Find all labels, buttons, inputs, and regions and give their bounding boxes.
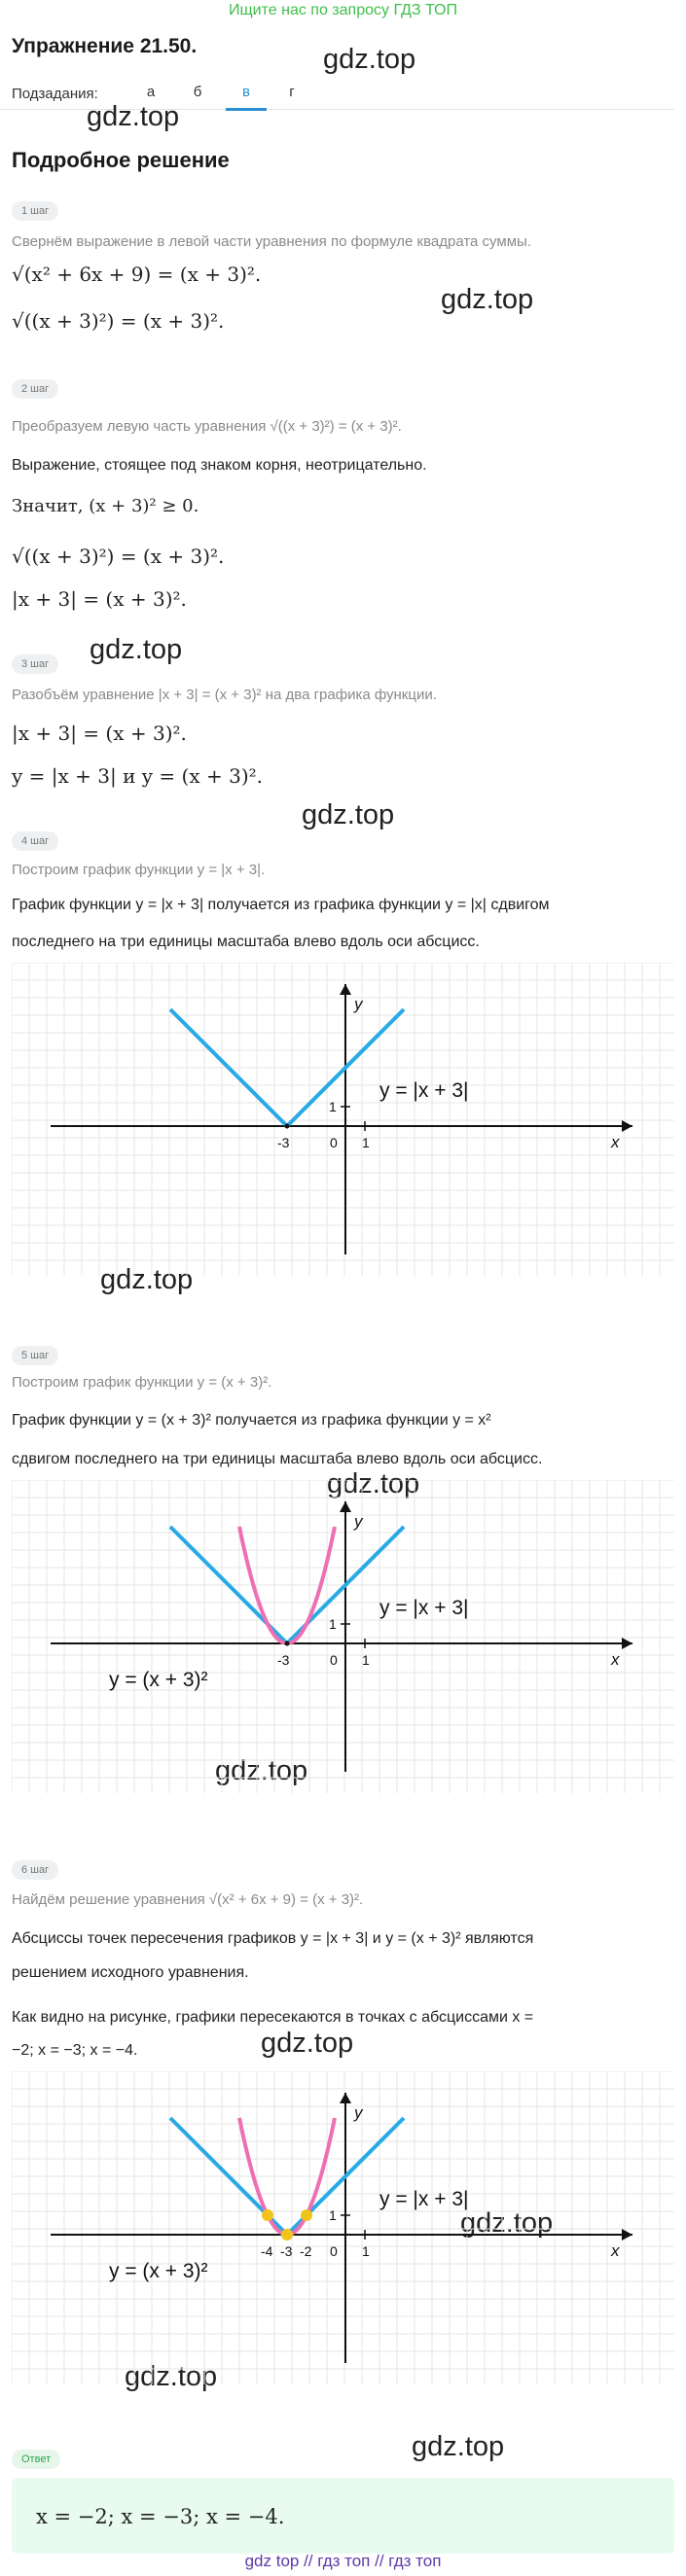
step-text: Построим график функции y = (x + 3)². — [12, 1374, 272, 1391]
active-tab-underline — [226, 108, 267, 111]
watermark: gdz.top — [215, 1755, 308, 1786]
step-badge: 4 шаг — [12, 831, 58, 851]
vertex-point — [285, 1641, 290, 1646]
step-text: Как видно на рисунке, графики пересекаются в точках с абсциссами x = — [12, 2009, 534, 2026]
abs-label: y = |x + 3| — [379, 2188, 469, 2210]
graph-intersections — [12, 2071, 674, 2384]
step-equation: y = |x + 3| и y = (x + 3)². — [12, 764, 263, 788]
subtask-tab-b[interactable]: б — [193, 84, 202, 100]
subtasks-label: Подзадания: — [12, 86, 98, 102]
x-tick-label: 1 — [362, 2243, 370, 2259]
square-label: y = (x + 3)² — [109, 2260, 208, 2282]
step-equation: √(x² + 6x + 9) = (x + 3)². — [12, 263, 262, 286]
origin-label: 0 — [330, 1652, 338, 1668]
step-text: Преобразуем левую часть уравнения √((x + 3)²) = (x + 3)². — [12, 418, 402, 435]
x-tick-label: -3 — [280, 2243, 293, 2259]
step-badge: 6 шаг — [12, 1860, 58, 1880]
y-axis-arrow — [340, 2093, 351, 2103]
x-axis-label: x — [611, 1133, 620, 1151]
step-equation: √((x + 3)²) = (x + 3)². — [12, 545, 225, 568]
step-text: Свернём выражение в левой части уравнения по формуле квадрата суммы. — [12, 233, 531, 250]
graph-abs — [12, 963, 674, 1276]
abs-label: y = |x + 3| — [379, 1597, 469, 1619]
step-badge: 5 шаг — [12, 1346, 58, 1365]
watermark: gdz.top — [125, 2361, 218, 2392]
x-tick-label: 1 — [362, 1135, 370, 1150]
step-equation: √((x + 3)²) = (x + 3)². — [12, 309, 225, 333]
watermark: gdz.top — [327, 1468, 420, 1500]
step-text: сдвигом последнего на три единицы масштаба влево вдоль оси абсцисс. — [12, 1451, 543, 1467]
watermark: gdz.top — [441, 284, 534, 315]
x-tick-label: -2 — [300, 2243, 312, 2259]
watermark: gdz.top — [261, 2028, 354, 2059]
y-axis-label: y — [354, 2103, 363, 2122]
step-text: Разобъём уравнение |x + 3| = (x + 3)² на два графика функции. — [12, 687, 437, 703]
x-axis-arrow — [622, 2229, 632, 2241]
x-axis-arrow — [622, 1638, 632, 1649]
x-tick-label: 1 — [362, 1652, 370, 1668]
y-tick-label: 1 — [329, 2207, 337, 2223]
y-tick-label: 1 — [329, 1616, 337, 1632]
step-equation: Значит, (x + 3)² ≥ 0. — [12, 496, 199, 516]
step-text: −2; x = −3; x = −4. — [12, 2042, 138, 2059]
watermark: gdz.top — [323, 44, 416, 75]
y-tick-label: 1 — [329, 1099, 337, 1114]
search-hint[interactable]: Ищите нас по запросу ГДЗ ТОП — [229, 2, 457, 18]
answer-badge: Ответ — [12, 2450, 60, 2469]
subtask-tab-a[interactable]: а — [146, 84, 156, 100]
step-text: Найдём решение уравнения √(x² + 6x + 9) = (x + 3)². — [12, 1891, 364, 1908]
x-axis-label: x — [611, 2241, 620, 2260]
answer-text: x = −2; x = −3; x = −4. — [36, 2505, 285, 2528]
step-text: График функции y = (x + 3)² получается из графика функции y = x² — [12, 1412, 491, 1429]
origin-label: 0 — [330, 1135, 338, 1150]
y-axis-arrow — [340, 1501, 351, 1512]
step-text: Выражение, стоящее под знаком корня, неотрицательно. — [12, 457, 427, 474]
watermark: gdz.top — [90, 634, 183, 665]
abs-label: y = |x + 3| — [379, 1079, 469, 1102]
step-badge: 1 шаг — [12, 201, 58, 221]
intersection-point — [262, 2209, 273, 2221]
watermark: gdz.top — [302, 799, 395, 830]
step-text: последнего на три единицы масштаба влево вдоль оси абсцисс. — [12, 934, 480, 950]
step-text: Абсциссы точек пересечения графиков y = |x + 3| и y = (x + 3)² являются — [12, 1930, 534, 1947]
x-tick-label: -4 — [261, 2243, 273, 2259]
y-axis-label: y — [354, 1512, 363, 1531]
x-tick-label: -3 — [277, 1135, 290, 1150]
y-axis-arrow — [340, 984, 351, 995]
step-text: Построим график функции y = |x + 3|. — [12, 862, 266, 878]
step-badge: 3 шаг — [12, 654, 58, 674]
y-axis-label: y — [354, 995, 363, 1013]
x-axis-arrow — [622, 1120, 632, 1132]
graph-abs-and-square — [12, 1480, 674, 1793]
step-text: График функции y = |x + 3| получается из графика функции y = |x| сдвигом — [12, 897, 550, 913]
step-equation: |x + 3| = (x + 3)². — [12, 587, 187, 611]
step-text: решением исходного уравнения. — [12, 1964, 249, 1981]
step-equation: |x + 3| = (x + 3)². — [12, 722, 187, 745]
exercise-title: Упражнение 21.50. — [12, 35, 198, 57]
x-tick-label: -3 — [277, 1652, 290, 1668]
subtask-tab-v[interactable]: в — [242, 84, 250, 100]
x-axis-label: x — [611, 1650, 620, 1669]
watermark: gdz.top — [460, 2207, 554, 2239]
intersection-point — [301, 2209, 312, 2221]
watermark: gdz.top — [87, 101, 180, 132]
vertex-point — [285, 1124, 290, 1129]
section-title: Подробное решение — [12, 148, 230, 172]
footer-links[interactable]: gdz top // гдз топ // гдз топ — [244, 2552, 442, 2570]
intersection-point — [281, 2229, 293, 2241]
square-label: y = (x + 3)² — [109, 1669, 208, 1691]
step-badge: 2 шаг — [12, 379, 58, 399]
watermark: gdz.top — [100, 1264, 194, 1295]
origin-label: 0 — [330, 2243, 338, 2259]
watermark: gdz.top — [412, 2431, 505, 2462]
subtask-tab-g[interactable]: г — [289, 84, 295, 100]
